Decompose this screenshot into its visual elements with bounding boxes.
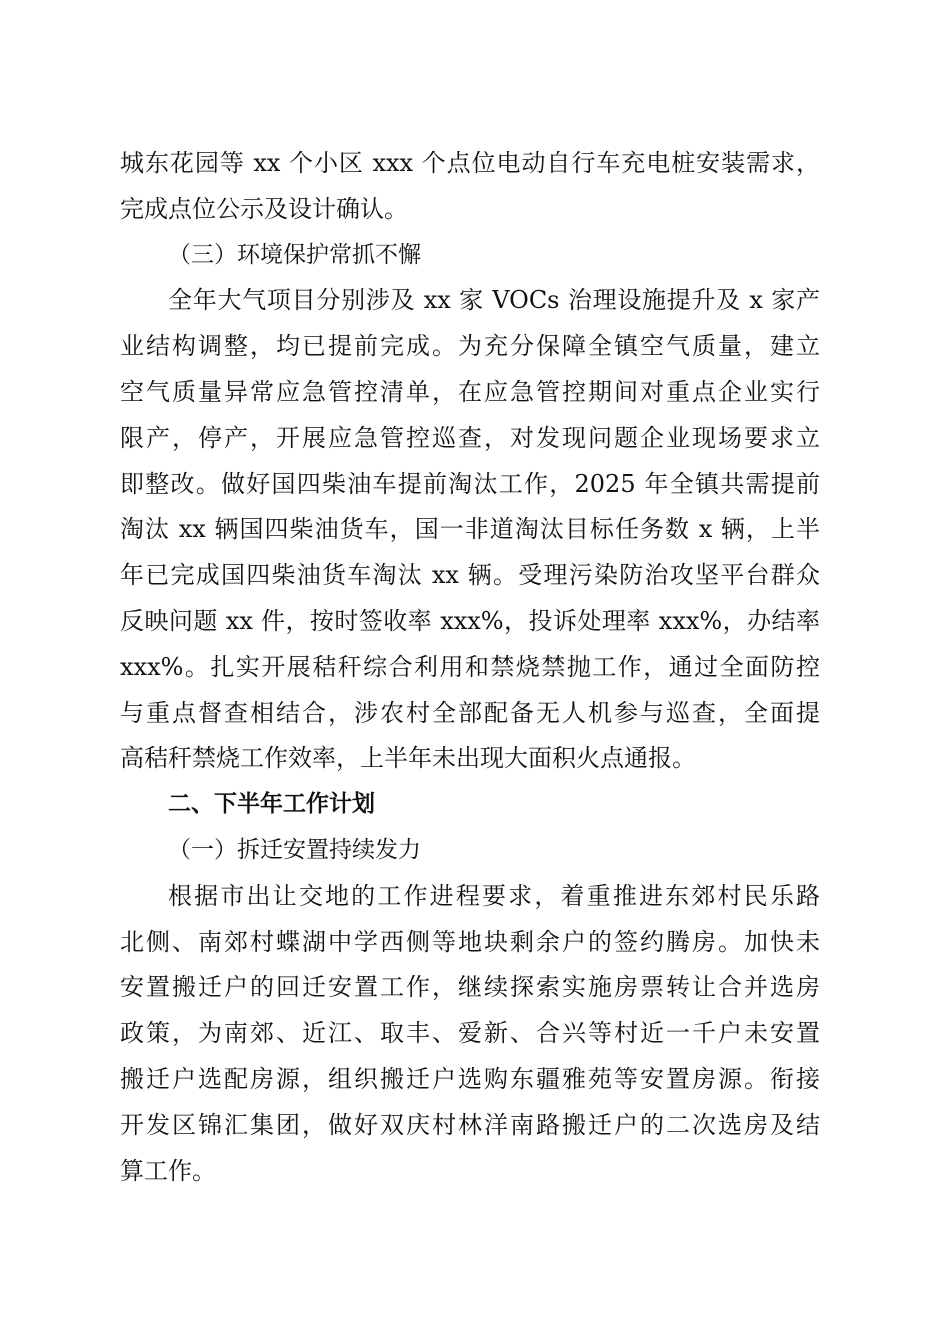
document-body <box>120 141 820 1194</box>
text-line: xxx%。扎实开展秸秆综合利用和禁烧禁抛工作，通过全面防控 <box>120 652 820 681</box>
text-line: 淘汰 xx 辆国四柴油货车，国一非道淘汰目标任务数 x 辆，上半 <box>120 515 820 544</box>
text-line: 根据市出让交地的工作进程要求，着重推进东郊村民乐路 <box>168 881 820 910</box>
text-line: 搬迁户选配房源，组织搬迁户选购东疆雅苑等安置房源。衔接 <box>120 1064 820 1093</box>
text-line: 业结构调整，均已提前完成。为充分保障全镇空气质量，建立 <box>120 332 820 361</box>
text-line: 全年大气项目分别涉及 xx 家 VOCs 治理设施提升及 x 家产 <box>168 286 820 315</box>
text-line: 反映问题 xx 件，按时签收率 xxx%，投诉处理率 xxx%，办结率 <box>120 606 820 635</box>
text-line: 完成点位公示及设计确认。 <box>120 194 408 223</box>
text-line: 限产，停产，开展应急管控巡查，对发现问题企业现场要求立 <box>120 423 820 452</box>
text-line: 空气质量异常应急管控清单，在应急管控期间对重点企业实行 <box>120 377 820 406</box>
subheading-environment: （三）环境保护常抓不懈 <box>168 241 421 268</box>
text-line: 北侧、南郊村蝶湖中学西侧等地块剩余户的签约腾房。加快未 <box>120 927 820 956</box>
subheading-demolition: （一）拆迁安置持续发力 <box>168 836 421 863</box>
text-line: 开发区锦汇集团，做好双庆村林洋南路搬迁户的二次选房及结 <box>120 1110 820 1139</box>
text-line: 年已完成国四柴油货车淘汰 xx 辆。受理污染防治攻坚平台群众 <box>120 561 820 590</box>
text-line: 与重点督查相结合，涉农村全部配备无人机参与巡查，全面提 <box>120 698 820 727</box>
text-line: 高秸秆禁烧工作效率，上半年未出现大面积火点通报。 <box>120 744 696 773</box>
heading-second-half-plan: 二、下半年工作计划 <box>168 791 375 818</box>
paragraph-demolition <box>120 874 820 1195</box>
text-line: 政策，为南郊、近江、取丰、爱新、合兴等村近一千户未安置 <box>120 1019 820 1048</box>
text-line: 安置搬迁户的回迁安置工作，继续探索实施房票转让合并选房 <box>120 973 820 1002</box>
paragraph-environment <box>120 278 820 782</box>
paragraph-charging-piles <box>120 141 820 233</box>
text-line: 城东花园等 xx 个小区 xxx 个点位电动自行车充电桩安装需求， <box>120 149 820 177</box>
text-line: 即整改。做好国四柴油车提前淘汰工作，2025 年全镇共需提前 <box>120 469 820 498</box>
text-line: 算工作。 <box>120 1156 216 1185</box>
